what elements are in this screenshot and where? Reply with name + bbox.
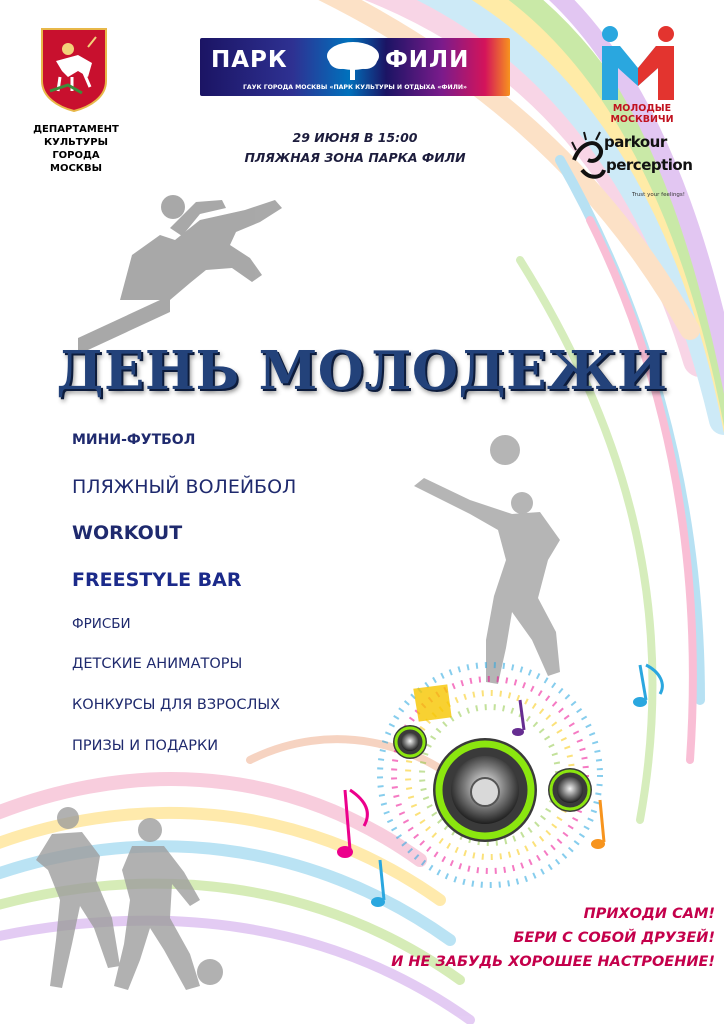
slogan-line-2: БЕРИ С СОБОЙ ДРУЗЕЙ! — [513, 930, 715, 946]
activity-item: ПРИЗЫ И ПОДАРКИ — [72, 738, 219, 754]
moscow-coat-of-arms-icon — [38, 25, 110, 113]
activity-item: ФРИСБИ — [72, 616, 131, 632]
parkour-logo-word-1: parkour — [604, 133, 667, 151]
department-line-4: МОСКВЫ — [50, 163, 102, 174]
volleyball-player-silhouette — [414, 435, 560, 684]
slogan-line-3: И НЕ ЗАБУДЬ ХОРОШЕЕ НАСТРОЕНИЕ! — [391, 954, 715, 970]
park-logo-subtitle: ГАУК ГОРОДА МОСКВЫ «ПАРК КУЛЬТУРЫ И ОТДЫХА «ФИЛИ» — [242, 84, 468, 91]
event-location: ПЛЯЖНАЯ ЗОНА ПАРКА ФИЛИ — [244, 150, 466, 165]
parkour-logo-tagline: Trust your feelings! — [632, 192, 685, 198]
mm-line-2: МОСКВИЧИ — [610, 114, 674, 125]
slogan — [330, 902, 715, 974]
football-players-silhouette — [36, 807, 223, 990]
mm-line-1: МОЛОДЫЕ — [612, 103, 672, 114]
event-info — [200, 128, 510, 168]
park-logo-word-1: ПАРК — [211, 47, 288, 73]
molodye-moskvichi-icon — [598, 24, 678, 102]
activity-item: FREESTYLE BAR — [72, 569, 242, 591]
department-line-2: КУЛЬТУРЫ — [43, 137, 109, 148]
slogan-line-1: ПРИХОДИ САМ! — [583, 906, 715, 922]
department-line-1: ДЕПАРТАМЕНТ — [33, 124, 119, 135]
tree-icon — [325, 40, 381, 82]
activity-item: МИНИ-ФУТБОЛ — [72, 432, 196, 448]
department-line-3: ГОРОДА — [52, 150, 100, 161]
activity-item: КОНКУРСЫ ДЛЯ ВЗРОСЛЫХ — [72, 697, 281, 713]
molodye-moskvichi-label — [600, 103, 684, 125]
activity-item: ПЛЯЖНЫЙ ВОЛЕЙБОЛ — [72, 476, 297, 498]
activity-item: WORKOUT — [72, 522, 183, 544]
page-title: ДЕНЬ МОЛОДЕЖИ — [56, 340, 668, 402]
event-datetime: 29 ИЮНЯ В 15:00 — [292, 130, 418, 145]
activity-item: ДЕТСКИЕ АНИМАТОРЫ — [72, 656, 243, 672]
park-logo-word-2: ФИЛИ — [385, 47, 470, 73]
parkour-logo-word-2: perception — [606, 156, 693, 174]
speaker-icon — [393, 725, 592, 842]
parkour-athlete-silhouette — [78, 195, 282, 350]
department-label — [24, 123, 128, 175]
